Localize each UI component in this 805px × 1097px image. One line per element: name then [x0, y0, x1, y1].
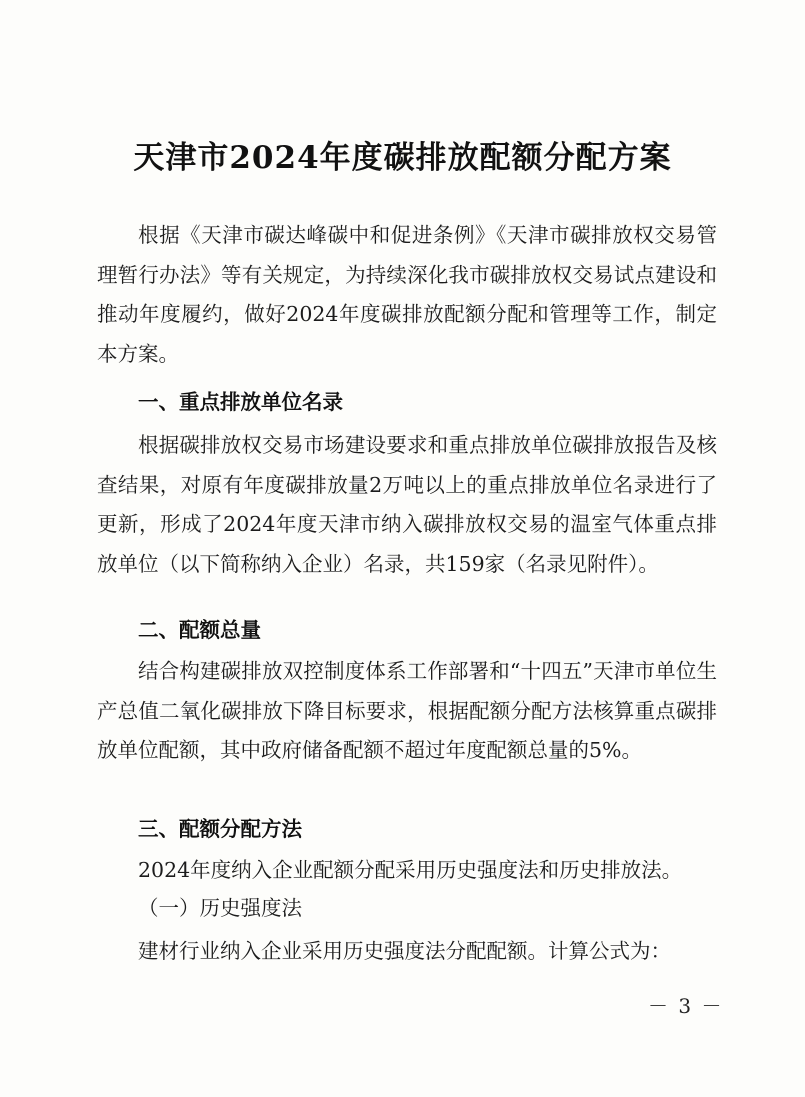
- section2-paragraph: 结合构建碳排放双控制度体系工作部署和“十四五”天津市单位生产总值二氧化碳排放下降目标要求，根据配额分配方法核算重点碳排放单位配额，其中政府储备配额不超过年度配额总量的5%。: [97, 659, 717, 762]
- section-heading-total-allowance: 二、配额总量: [138, 618, 261, 642]
- page-number: － 3 －: [648, 994, 724, 1018]
- section-heading-key-emitters: 一、重点排放单位名录: [138, 390, 343, 414]
- intro-paragraph: 根据《天津市碳达峰碳中和促进条例》《天津市碳排放权交易管理暂行办法》等有关规定，为持续深化我市碳排放权交易试点建设和推动年度履约，做好2024年度碳排放配额分配和管理等工作，制定本方案。: [97, 223, 717, 366]
- section3-paragraph: 2024年度纳入企业配额分配采用历史强度法和历史排放法。: [138, 858, 683, 882]
- subsection1-paragraph: 建材行业纳入企业采用历史强度法分配配额。计算公式为：: [138, 939, 671, 963]
- document-title: 天津市2024年度碳排放配额分配方案: [133, 140, 672, 176]
- subsection-heading-historical-intensity: （一）历史强度法: [138, 896, 302, 920]
- section1-paragraph: 根据碳排放权交易市场建设要求和重点排放单位碳排放报告及核查结果，对原有年度碳排放量2万吨以上的重点排放单位名录进行了更新，形成了2024年度天津市纳入碳排放权交易的温室气体重点排放单位（以下简称纳入企业）名录，共159家（名录见附件）。: [97, 433, 717, 576]
- section-heading-allocation-method: 三、配额分配方法: [138, 817, 302, 841]
